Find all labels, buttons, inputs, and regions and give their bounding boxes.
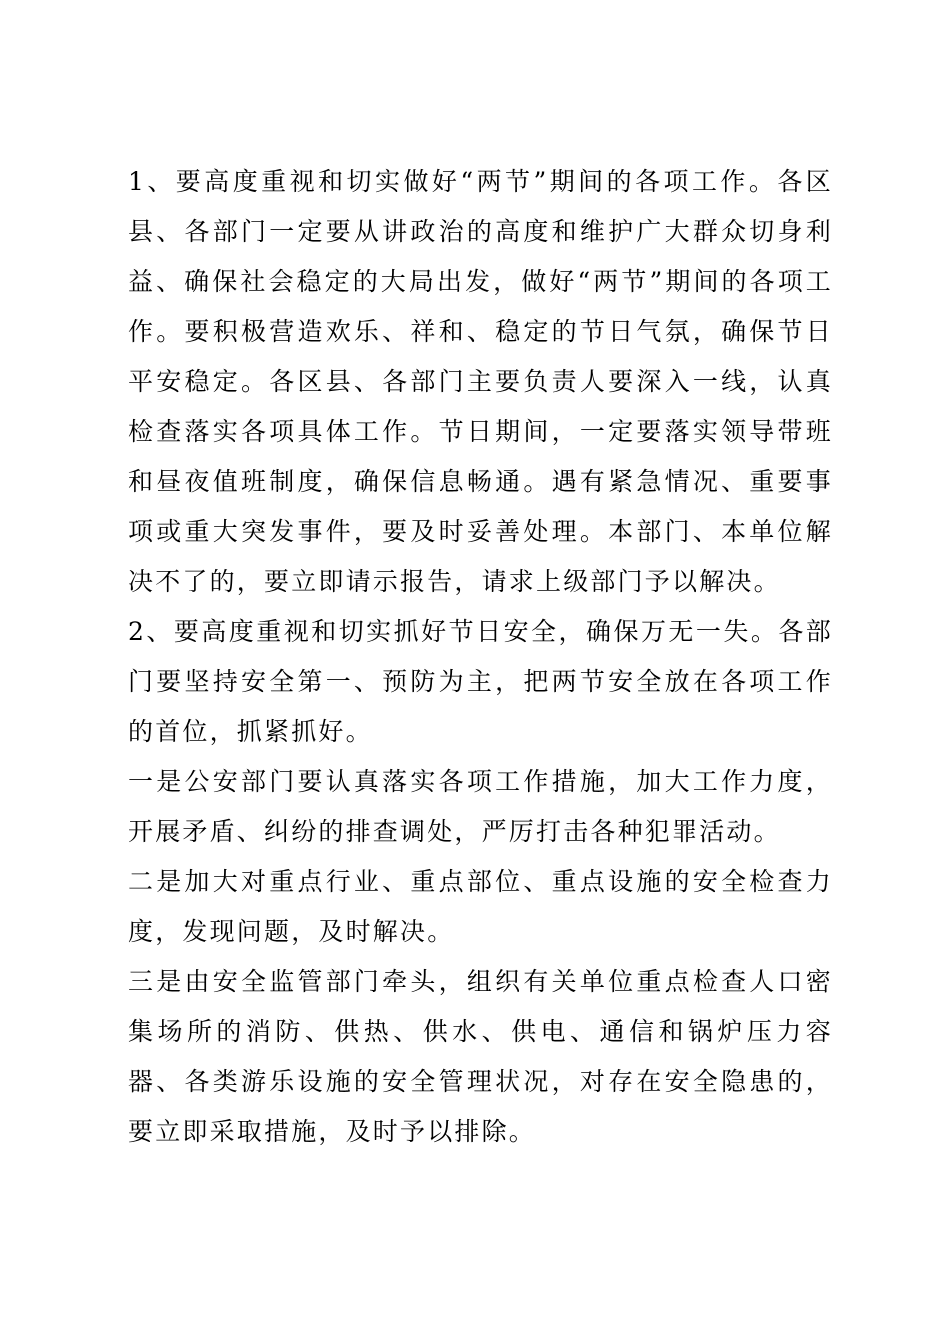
paragraph-1: 1、要高度重视和切实做好“两节”期间的各项工作。各区县、各部门一定要从讲政治的高度和维护广大群众切身利益、确保社会稳定的大局出发，做好“两节”期间的各项工作。要积极营造欢乐、祥和、稳定的节日气氛，确保节日平安稳定。各区县、各部门主要负责人要深入一线，认真检查落实各项具体工作。节日期间，一定要落实领导带班和昼夜值班制度，确保信息畅通。遇有紧急情况、重要事项或重大突发事件，要及时妥善处理。本部门、本单位解决不了的，要立即请示报告，请求上级部门予以解决。 (128, 167, 833, 596)
paragraph-3: 一是公安部门要认真落实各项工作措施，加大工作力度，开展矛盾、纠纷的排查调处，严厉打击各种犯罪活动。 (128, 767, 833, 846)
paragraph-2: 2、要高度重视和切实抓好节日安全，确保万无一失。各部门要坚持安全第一、预防为主，把两节安全放在各项工作的首位，抓紧抓好。 (128, 617, 833, 746)
document-body (128, 157, 833, 1157)
paragraph-5: 三是由安全监管部门牵头，组织有关单位重点检查人口密集场所的消防、供热、供水、供电、通信和锅炉压力容器、各类游乐设施的安全管理状况，对存在安全隐患的，要立即采取措施，及时予以排除。 (128, 967, 833, 1146)
paragraph-4: 二是加大对重点行业、重点部位、重点设施的安全检查力度，发现问题，及时解决。 (128, 867, 833, 946)
